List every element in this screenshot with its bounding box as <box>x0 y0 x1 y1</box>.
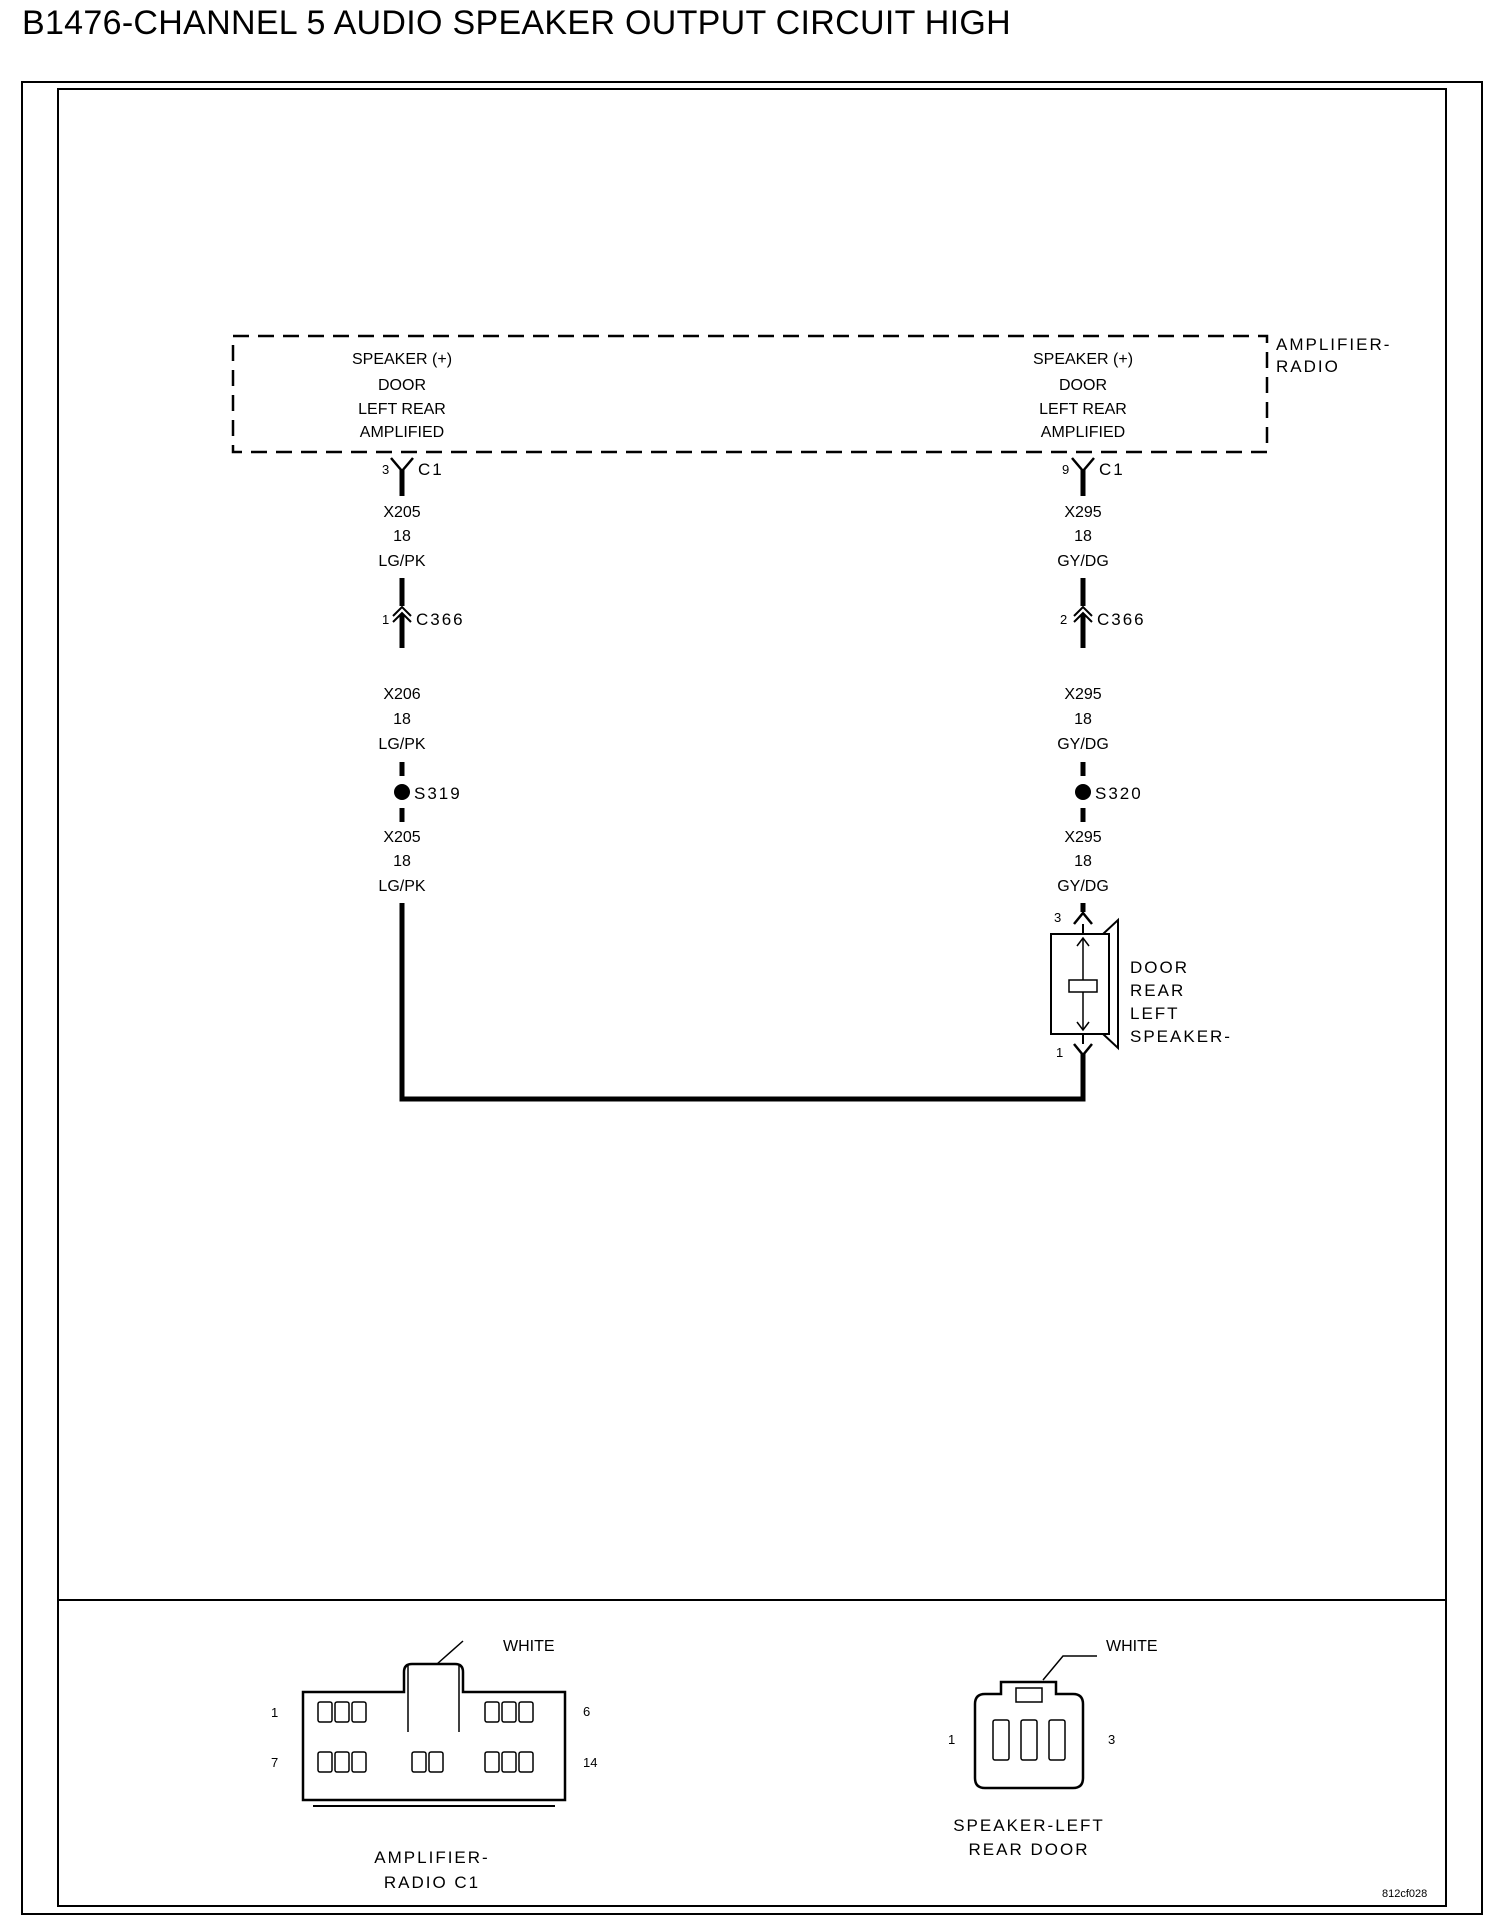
speaker-conn-pin-right: 3 <box>1108 1732 1116 1747</box>
speaker-connector-name-line1: SPEAKER-LEFT <box>953 1816 1105 1835</box>
speaker-bottom-pin-symbol <box>1074 1044 1092 1055</box>
amp-cavity-top-right-1 <box>485 1702 499 1722</box>
left-wire <box>378 458 1083 1099</box>
right-c1-pin: 9 <box>1062 462 1070 477</box>
module-name-line1: AMPLIFIER- <box>1276 335 1392 354</box>
amp-cavity-top-left-1 <box>318 1702 332 1722</box>
speaker-conn-pin-left: 1 <box>948 1732 956 1747</box>
right-terminal-line1: SPEAKER (+) <box>1032 351 1134 368</box>
left-seg3-circuit: X205 <box>383 829 421 846</box>
left-splice-dot <box>394 784 410 800</box>
amp-cavity-top-right-3 <box>519 1702 533 1722</box>
right-c1-pin-symbol <box>1072 458 1094 471</box>
module-name-line2: RADIO <box>1276 357 1340 376</box>
amp-cavity-top-right-2 <box>502 1702 516 1722</box>
speaker-name-line2: REAR <box>1130 981 1186 1000</box>
speaker-symbol <box>1051 920 1232 1060</box>
left-seg2-circuit: X206 <box>383 686 421 703</box>
left-terminal-line3: LEFT REAR <box>358 401 446 418</box>
speaker-cone <box>1103 920 1118 1048</box>
amp-cavity-bottom-left-3 <box>352 1752 366 1772</box>
amp-connector-view <box>271 1638 597 1892</box>
right-terminal-line2: DOOR <box>1059 377 1107 394</box>
left-terminal-line1: SPEAKER (+) <box>351 351 453 368</box>
speaker-name-line3: LEFT <box>1130 1004 1180 1023</box>
left-terminal-line2: DOOR <box>378 377 426 394</box>
amp-cavity-bottom-right-1 <box>485 1752 499 1772</box>
speaker-cavities <box>993 1720 1065 1760</box>
left-return-wire <box>402 903 1083 1099</box>
speaker-pin-bottom: 1 <box>1056 1045 1064 1060</box>
right-seg2-circuit: X295 <box>1064 686 1102 703</box>
right-seg1-gauge: 18 <box>1074 528 1092 545</box>
right-terminal-line3: LEFT REAR <box>1039 401 1127 418</box>
right-terminal-label <box>1033 351 1133 441</box>
amp-cavity-bottom-right-2 <box>502 1752 516 1772</box>
speaker-cavity-3 <box>1049 1720 1065 1760</box>
left-c1-pin-symbol <box>391 458 413 471</box>
right-seg3-color: GY/DG <box>1057 878 1109 895</box>
speaker-pin-top: 3 <box>1054 910 1062 925</box>
left-c1-pin: 3 <box>382 462 390 477</box>
amp-cavity-bottom-left-2 <box>335 1752 349 1772</box>
right-c1-connector: C1 <box>1099 460 1125 479</box>
speaker-connector-key <box>1016 1688 1042 1702</box>
speaker-name-line4: SPEAKER- <box>1130 1027 1232 1046</box>
amp-cavity-top-left-2 <box>335 1702 349 1722</box>
amp-connector-color: WHITE <box>503 1638 555 1655</box>
left-terminal-line4: AMPLIFIED <box>359 424 445 441</box>
left-c366-connector: C366 <box>416 610 465 629</box>
left-c366-pin: 1 <box>382 612 390 627</box>
speaker-cavity-2 <box>1021 1720 1037 1760</box>
right-wire <box>1054 458 1146 925</box>
speaker-name-line1: DOOR <box>1130 958 1189 977</box>
amp-pin-tr: 6 <box>583 1704 591 1719</box>
amp-connector-name-line2: RADIO C1 <box>383 1873 481 1892</box>
figure-id: 812cf028 <box>1382 1888 1428 1900</box>
right-seg1-color: GY/DG <box>1057 553 1109 570</box>
speaker-top-pin-symbol <box>1074 913 1092 924</box>
left-seg3-gauge: 18 <box>393 853 411 870</box>
right-seg3-circuit: X295 <box>1064 829 1102 846</box>
speaker-connector-name-line2: REAR DOOR <box>968 1840 1090 1859</box>
amp-pin-tl: 1 <box>271 1705 279 1720</box>
left-terminal-label <box>352 351 452 441</box>
right-splice-label: S320 <box>1095 784 1143 803</box>
amp-cavity-bottom-right-3 <box>519 1752 533 1772</box>
left-seg1-color: LG/PK <box>378 553 426 570</box>
left-seg1-gauge: 18 <box>393 528 411 545</box>
right-c366-pin: 2 <box>1060 612 1068 627</box>
amp-cavities <box>318 1702 533 1772</box>
left-c1-connector: C1 <box>418 460 444 479</box>
speaker-coil <box>1069 980 1097 992</box>
amp-pin-bl: 7 <box>271 1755 279 1770</box>
left-splice-label: S319 <box>414 784 462 803</box>
right-splice-dot <box>1075 784 1091 800</box>
right-c366-connector: C366 <box>1097 610 1146 629</box>
left-seg1-circuit: X205 <box>383 504 421 521</box>
right-seg2-gauge: 18 <box>1074 711 1092 728</box>
amp-cavity-bottom-mid-2 <box>429 1752 443 1772</box>
amp-connector-latch <box>408 1664 459 1732</box>
speaker-cavity-1 <box>993 1720 1009 1760</box>
amp-cavity-bottom-mid-1 <box>412 1752 426 1772</box>
speaker-connector-view <box>948 1638 1158 1859</box>
right-terminal-line4: AMPLIFIED <box>1040 424 1126 441</box>
inner-frame <box>58 89 1446 1906</box>
left-seg2-color: LG/PK <box>378 736 426 753</box>
speaker-color-leader <box>1043 1656 1097 1680</box>
amp-color-leader <box>437 1641 463 1664</box>
amp-cavity-bottom-left-1 <box>318 1752 332 1772</box>
amp-pin-br: 14 <box>583 1755 598 1770</box>
right-seg2-color: GY/DG <box>1057 736 1109 753</box>
amp-connector-name-line1: AMPLIFIER- <box>374 1848 490 1867</box>
speaker-connector-outline <box>975 1682 1083 1788</box>
left-seg2-gauge: 18 <box>393 711 411 728</box>
left-seg3-color: LG/PK <box>378 878 426 895</box>
right-seg1-circuit: X295 <box>1064 504 1102 521</box>
amp-cavity-top-left-3 <box>352 1702 366 1722</box>
amp-connector-outline <box>303 1664 565 1800</box>
page-title: B1476-CHANNEL 5 AUDIO SPEAKER OUTPUT CIRCUIT HIGH <box>22 4 1011 42</box>
outer-frame <box>22 82 1482 1914</box>
right-seg3-gauge: 18 <box>1074 853 1092 870</box>
speaker-connector-color: WHITE <box>1106 1638 1158 1655</box>
